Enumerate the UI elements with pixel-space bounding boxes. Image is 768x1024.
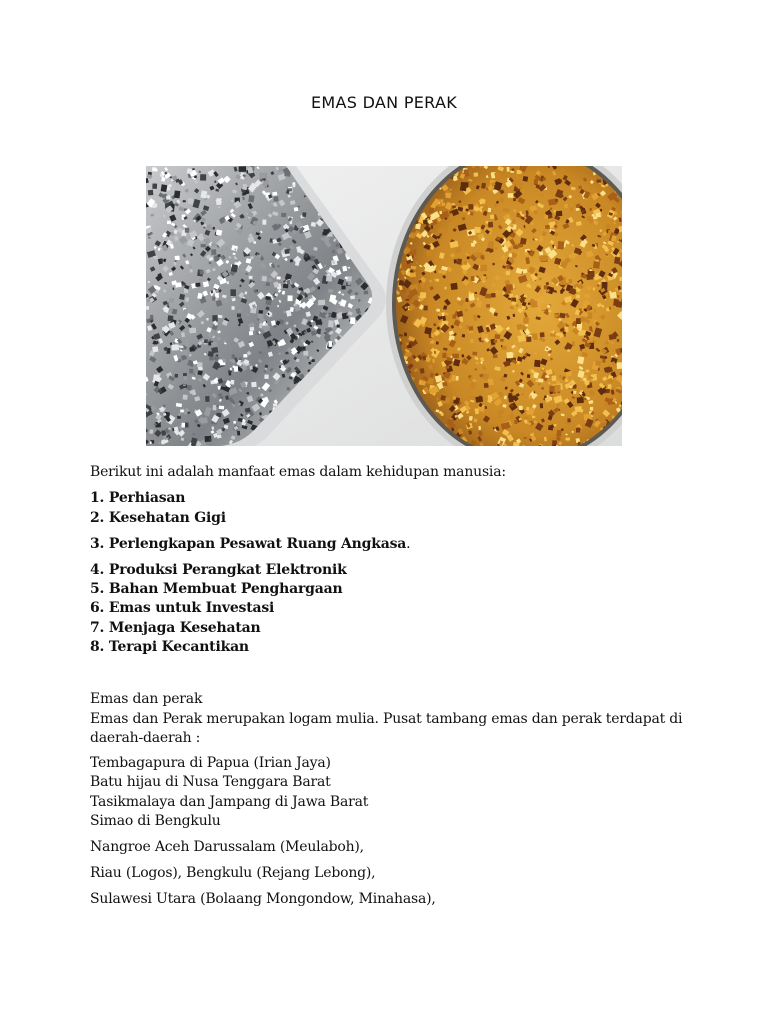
location-item: Tembagapura di Papua (Irian Jaya) (90, 755, 331, 771)
section-text: Emas dan Perak merupakan logam mulia. Pusat tambang emas dan perak terdapat di (90, 711, 683, 727)
benefit-item: 2. Kesehatan Gigi (90, 510, 226, 526)
glitter-photo (146, 166, 622, 446)
location-item: Nangroe Aceh Darussalam (Meulaboh), (90, 839, 364, 855)
benefit-item: 3. Perlengkapan Pesawat Ruang Angkasa (90, 536, 407, 552)
benefit-item: 4. Produksi Perangkat Elektronik (90, 562, 347, 578)
benefit-item: 7. Menjaga Kesehatan (90, 620, 261, 636)
benefit-item-suffix: . (406, 536, 411, 552)
location-item: Simao di Bengkulu (90, 813, 221, 829)
location-item: Riau (Logos), Bengkulu (Rejang Lebong), (90, 865, 376, 881)
location-item: Sulawesi Utara (Bolaang Mongondow, Minahasa), (90, 891, 436, 907)
location-item: Tasikmalaya dan Jampang di Jawa Barat (90, 794, 369, 810)
benefit-item-row (90, 535, 410, 553)
benefit-item: 8. Terapi Kecantikan (90, 639, 249, 655)
glitter-image (146, 166, 622, 446)
section-text: daerah-daerah : (90, 730, 201, 746)
section-heading: Emas dan perak (90, 691, 203, 707)
benefit-item: 5. Bahan Membuat Penghargaan (90, 581, 343, 597)
location-item: Batu hijau di Nusa Tenggara Barat (90, 774, 331, 790)
intro-text: Berikut ini adalah manfaat emas dalam kehidupan manusia: (90, 464, 506, 480)
benefit-item: 1. Perhiasan (90, 490, 186, 506)
page-title: EMAS DAN PERAK (310, 93, 457, 112)
benefit-item: 6. Emas untuk Investasi (90, 600, 275, 616)
